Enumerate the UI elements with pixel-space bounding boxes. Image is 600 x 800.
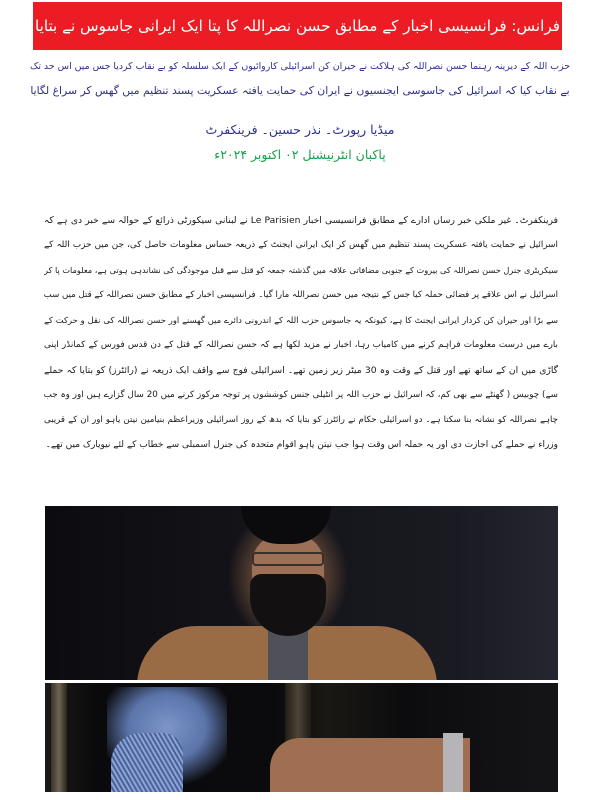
subheadline	[30, 55, 570, 103]
headline: فرانس: فرانسیسی اخبار کے مطابق حسن نصراللہ کا پتا ایک ایرانی جاسوس نے بتایا	[34, 17, 560, 35]
watch-shape	[443, 733, 463, 792]
portrait-photo	[45, 506, 558, 680]
subheadline-line: بے نقاب کیا کہ اسرائیل کی جاسوسی ایجنسیوں نے ایران کی حمایت یافتہ عسکریت پسند تنظیم میں گھس کر سراغ لگایا	[30, 84, 570, 97]
glasses-shape	[252, 552, 324, 566]
body-line: سے) چوبیس ( گھنٹے سے بھی کم، کہ اسرائیل نے حزب اللہ پر انٹیلی جنس کوششوں پر توجہ مرکوز کرنے میں 20 سال گزارے ہیں اور وہ جب	[44, 390, 558, 400]
byline: میڈیا رپورٹ۔ نذر حسین۔ فرینکفرٹ	[205, 122, 395, 137]
subheadline-line: حزب اللہ کے دیرینہ رہنما حسن نصراللہ کی ہلاکت نے حیران کن اسرائیلی کاروائیوں کے ایک سلسلہ کو بے نقاب کردیا جس میں اس حد تک	[29, 61, 570, 72]
body-line: سے بڑا اور حیران کن کردار ایرانی ایجنٹ کا ہے، کیونکہ یہ جاسوس حزب اللہ کے اندرونی دائرے میں گھسنے اور حسن نصراللہ کی نقل و حرکت کے	[44, 315, 558, 325]
body-line: گاڑی میں ان کے ساتھ تھے اور قتل کے وقت وہ 30 میٹر زیر زمین تھے۔ اسرائیلی فوج سے واقف ایک ذریعہ نے (رائٹرز) کو بتایا کہ حملے	[44, 365, 558, 376]
hand-shape	[270, 738, 470, 792]
headline-banner	[33, 2, 562, 50]
blue-portrait-hand-photo	[45, 683, 558, 792]
body-line: چاہے نصراللہ کو نشانہ بنا سکتا ہے۔ دو اسرائیلی حکام نے رائٹرز کو بتایا کہ بدھ کے روز اسرائیلی وزیراعظم بنیامین نیتن یاہو اور ان کے قریبی	[44, 415, 558, 425]
body-line: سیکریٹری جنرل حسن نصراللہ کی بیروت کے جنوبی مضافاتی علاقہ میں گذشتہ جمعہ کو قتل سے قبل موجودگی کی نشاندہی ہوتی ہے، معلومات پا کر	[44, 265, 558, 275]
turban-shape	[241, 506, 331, 544]
frame-shape	[51, 683, 67, 792]
blue-beard-shape	[111, 733, 183, 792]
dateline: پاکبان انٹرنیشنل ۰۲ اکتوبر ۲۰۲۴ء	[214, 147, 386, 162]
body-line: اسرائیل نے حمایت یافتہ عسکریت پسند تنظیم میں گھس کر ایک ایرانی ایجنٹ کے ذریعہ حساس معلومات حاصل کی، جن میں حزب اللہ کے	[44, 240, 558, 250]
body-line: فرینکفرٹ۔ غیر ملکی خبر رساں ادارے کے مطابق فرانسیسی اخبار Le Parisien نے لبنانی سیکورٹی ذرائع کے حوالہ سے خبر دی ہے کہ	[44, 215, 558, 226]
body-line: اسرائیل نے اس علاقے پر فضائی حملہ کیا جس کے نتیجہ میں حسن نصراللہ مارا گیا۔ فرانسیسی اخبار کے مطابق حسن نصراللہ کے قتل میں سب	[44, 290, 558, 300]
body-line: وزراء نے حملے کی اجازت دی اور یہ حملہ اس وقت ہوا جب نیتن یاہو اقوام متحدہ کی جنرل اسمبلی سے خطاب کے لئے نیویارک میں تھے۔	[45, 440, 558, 450]
body-line: بارے میں درست معلومات فراہم کرنے میں کامیاب رہا، اخبار نے مزید لکھا ہے کہ حسن نصراللہ کے قتل کے دن قدس فورس کے کمانڈر اپنی	[44, 340, 558, 350]
article-body	[44, 208, 558, 458]
